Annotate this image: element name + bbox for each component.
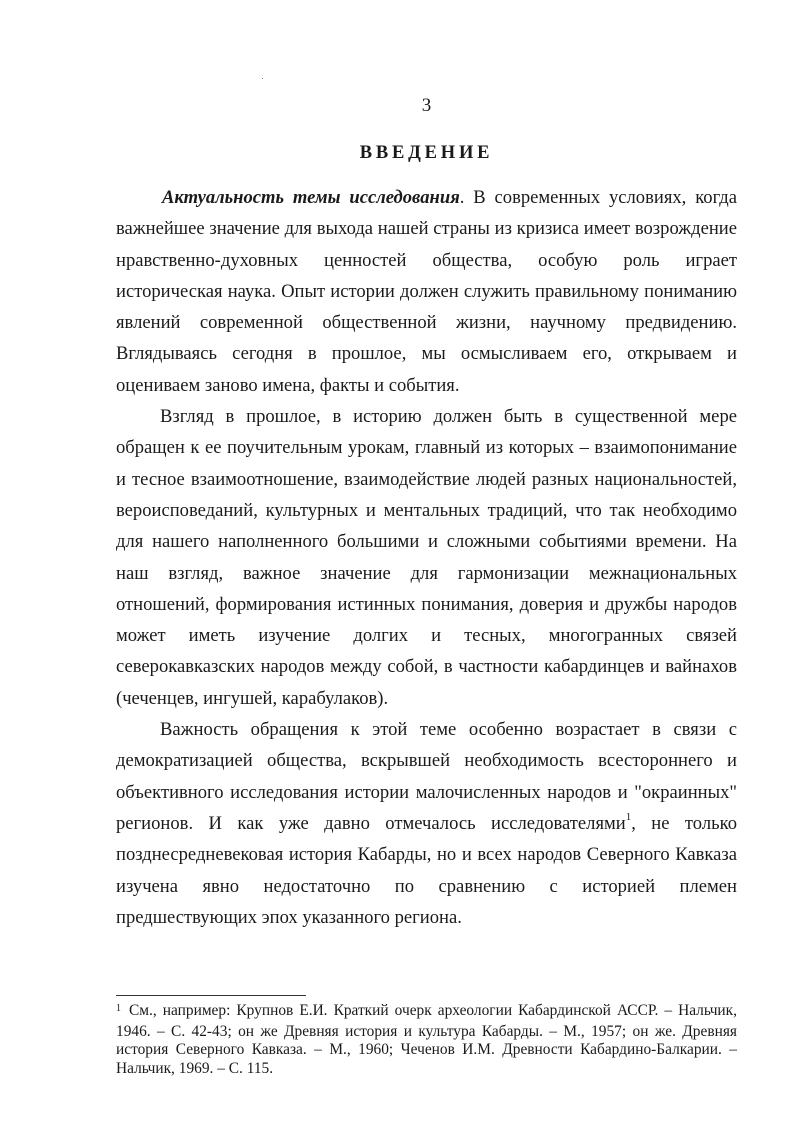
paragraph-importance bbox=[116, 714, 737, 933]
footnote-mark: 1 bbox=[116, 1003, 121, 1014]
importance-text-after: , не только позднесредневековая история Кабарды, но и всех народов Северного Кавказа изучена явно недостаточно по сравнению с историей племен предшествующих эпох указанного региона. bbox=[116, 812, 737, 928]
footnote-reference[interactable]: 1 bbox=[625, 810, 632, 823]
page-number: 3 bbox=[421, 95, 432, 116]
scan-artifact bbox=[262, 78, 263, 79]
footnote-text: См., например: Крупнов Е.И. Краткий очерк археологии Кабардинской АССР. – Нальчик, 1946. – С. 42-43; он же Древняя история и культура Кабарды. – М., 1957; он же. Древняя история Северного Кавказа. – М., 1960; Чеченов И.М. Древности Кабардино-Балкарии. – Нальчик, 1969. – С. 115. bbox=[116, 1002, 737, 1077]
footnote bbox=[116, 1002, 737, 1078]
body-text bbox=[116, 182, 737, 933]
footnote-divider bbox=[116, 995, 306, 996]
section-heading: ВВЕДЕНИЕ bbox=[359, 143, 494, 163]
paragraph-relevance bbox=[116, 182, 737, 401]
relevance-text: . В современных условиях, когда важнейшее значение для выхода нашей страны из кризиса имеет возрождение нравственно-духовных ценностей общества, особую роль играет историческая наука. Опыт истории должен служить правильному пониманию явлений современной общественной жизни, научному предвидению. Вглядываясь сегодня в прошлое, мы осмысливаем его, открываем и оцениваем заново имена, факты и события. bbox=[116, 187, 737, 396]
importance-text-before: Важность обращения к этой теме особенно возрастает в связи с демократизацией общества, вскрывшей необходимость всестороннего и объективного исследования истории малочисленных народов и "окраинных" регионов. И как уже давно отмечалось исследователями bbox=[116, 719, 737, 834]
relevance-lead: Актуальность темы исследования bbox=[162, 187, 460, 208]
paragraph-lessons: Взгляд в прошлое, в историю должен быть в существенной мере обращен к ее поучительным урокам, главный из которых – взаимопонимание и тесное взаимоотношение, взаимодействие людей разных национальностей, вероисповеданий, культурных и ментальных традиций, что так необходимо для нашего наполненного большими и сложными событиями времени. На наш взгляд, важное значение для гармонизации межнациональных отношений, формирования истинных понимания, доверия и дружбы народов может иметь изучение долгих и тесных, многогранных связей северокавказских народов между собой, в частности кабардинцев и вайнахов (чеченцев, ингушей, карабулаков). bbox=[116, 406, 737, 709]
